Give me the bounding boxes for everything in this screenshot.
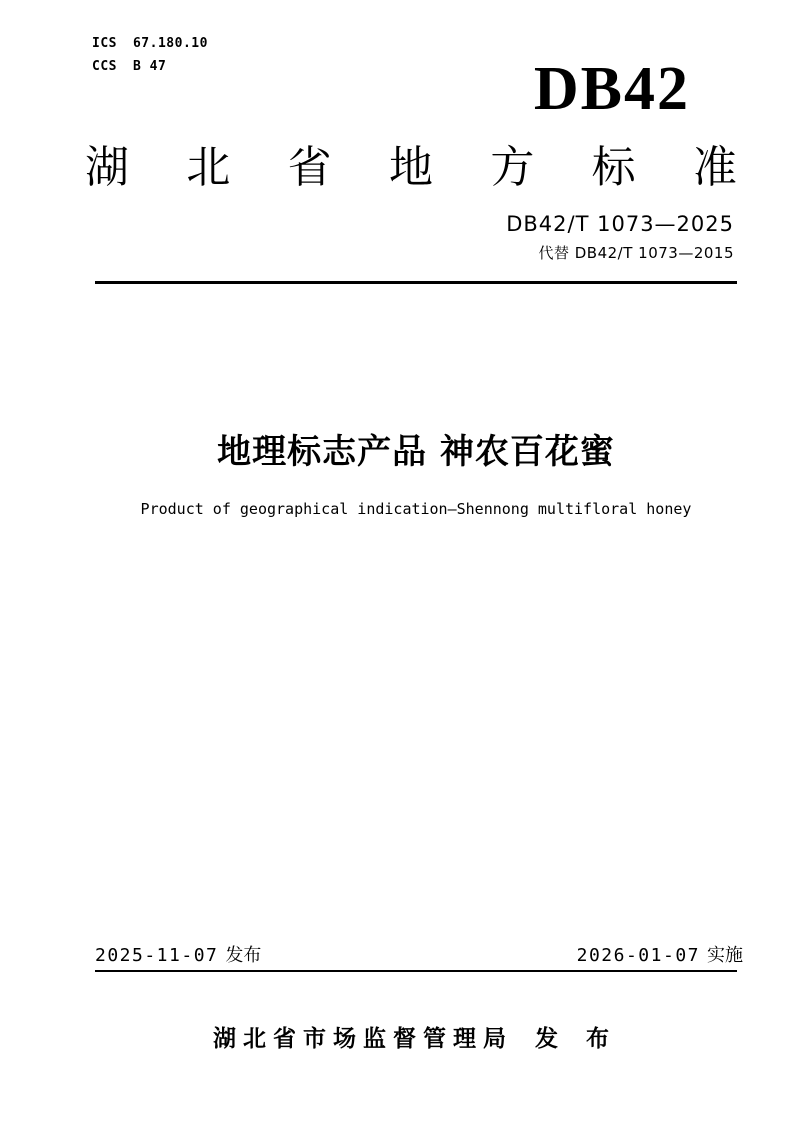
standard-type-char: 北 [186,142,231,193]
standard-type-char: 标 [591,142,636,193]
publisher-name: 湖北省市场监督管理局 [212,1026,513,1052]
document-title-chinese: 地理标志产品 神农百花蜜 [217,432,615,472]
issue-date-label: 发布 [225,945,262,966]
ics-value: 67.180.10 [132,36,208,51]
publisher-row [95,1020,737,1053]
ccs-code-line [92,59,166,74]
footer-divider-rule [95,970,737,972]
implementation-date-group [577,941,743,967]
ccs-value: B 47 [132,59,167,74]
implementation-date-label: 实施 [707,945,743,966]
ics-label: ICS [92,36,117,51]
implementation-date: 2026-01-07 [576,945,700,966]
document-title-english: Product of geographical indication—Shennong multifloral honey [140,500,692,518]
standard-type-char: 湖 [85,142,129,193]
standard-type-char: 准 [692,142,737,193]
dates-row [95,941,743,967]
replaces-note: 代替 DB42/T 1073—2015 [538,244,734,262]
header-divider-rule [95,281,737,284]
standard-type-title [85,144,737,192]
standard-type-char: 省 [287,142,332,193]
release-label: 发 布 [534,1026,619,1052]
issue-date: 2025-11-07 [95,945,219,966]
standard-type-char: 地 [388,142,433,193]
standard-number: DB42/T 1073—2025 [506,212,734,236]
issue-date-group [95,941,261,967]
standard-type-char: 方 [490,142,535,193]
db42-logo: DB42 [533,55,690,123]
ccs-label: CCS [92,59,117,74]
ics-code-line [92,36,208,51]
